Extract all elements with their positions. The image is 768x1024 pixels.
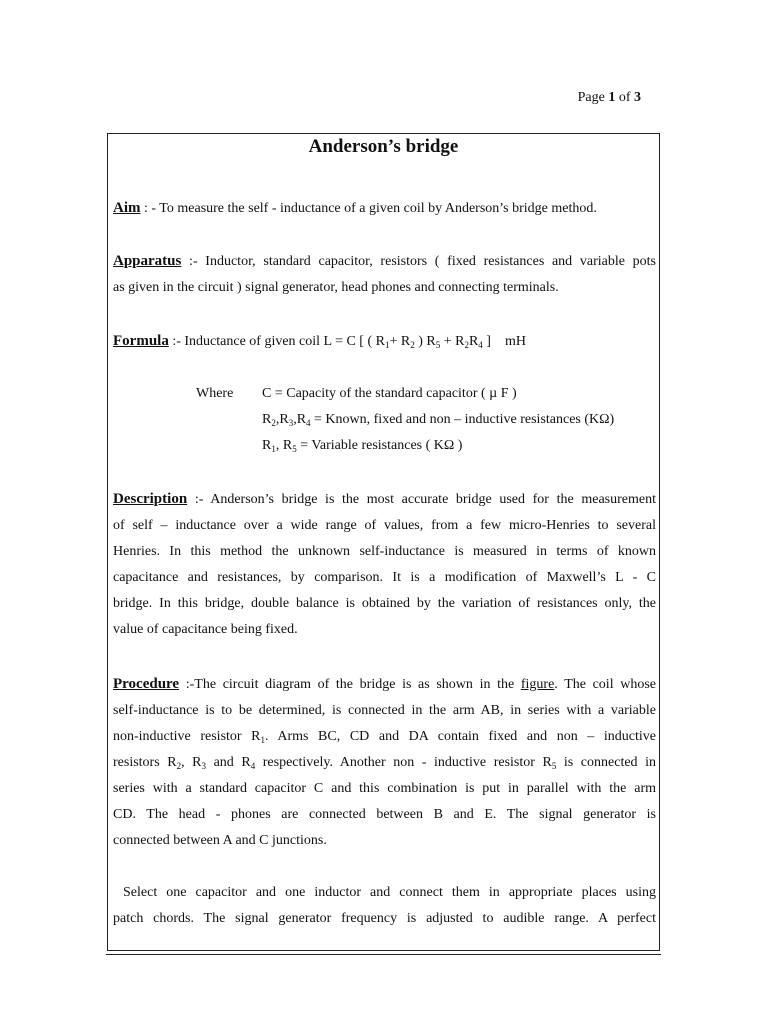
formula-line: Formula :- Inductance of given coil L = C [ ( $R_1+ R_2$ ) $R_5 + R_2R_4$ ] mH [113, 333, 526, 350]
apparatus-heading: Apparatus [113, 253, 182, 269]
aim-heading: Aim [113, 200, 141, 216]
r15-definition: $R_1$, $R_5$ = Variable resistances ( KΩ ) [262, 438, 463, 454]
aim-line [113, 199, 597, 218]
select-line-2: patch chords. The signal generator frequency is adjusted to audible range. A perfect [113, 911, 656, 926]
procedure-line-5: series with a standard capacitor C and this combination is put in parallel with the arm [113, 781, 656, 796]
procedure-line-6: CD. The head - phones are connected between B and E. The signal generator is [113, 807, 656, 822]
procedure-line-1: Procedure :-The circuit diagram of the bridge is as shown in the figure. The coil whose [113, 676, 657, 692]
procedure-line-7: connected between A and C junctions. [113, 833, 327, 848]
description-line-4: capacitance and resistances, by comparison. It is a modification of Maxwell’s L - C [113, 570, 656, 585]
procedure-line-3: non-inductive resistor $R_1$. Arms BC, CD and DA contain fixed and non – inductive [113, 729, 656, 745]
description-line-1: Description :- Anderson’s bridge is the most accurate bridge used for the measurement [113, 491, 656, 507]
document-title: Anderson’s bridge [308, 136, 459, 157]
aim-text: : - To measure the self - inductance of a given coil by Anderson’s bridge method. [140, 201, 597, 216]
description-line-2: of self – inductance over a wide range of values, from a few micro-Henries to several [113, 518, 656, 533]
formula-unit: mH [504, 334, 526, 349]
description-line-5: bridge. In this bridge, double balance is obtained by the variation of resistances only, the [113, 596, 656, 611]
select-line-1: Select one capacitor and one inductor and connect them in appropriate places using [123, 885, 656, 900]
description-line-6: value of capacitance being fixed. [113, 622, 298, 637]
description-heading: Description [113, 491, 188, 507]
procedure-line-4: resistors $R_2$, $R_3$ and $R_4$ respectively. Another non - inductive resistor $R_5$ is connected in [113, 755, 657, 771]
apparatus-line-2: as given in the circuit ) signal generator, head phones and connecting terminals. [113, 280, 559, 295]
page-number: Page 1 of 3 [577, 90, 641, 105]
r234-definition: $R_2,R_3,R_4$ = Known, fixed and non – inductive resistances (KΩ) [262, 412, 615, 428]
procedure-heading: Procedure [113, 676, 180, 692]
description-line-3: Henries. In this method the unknown self-inductance is measured in terms of known [113, 544, 656, 559]
where-label: Where [196, 386, 234, 401]
formula-heading: Formula [113, 333, 169, 349]
figure-link[interactable]: figure [520, 677, 555, 692]
procedure-line-2: self-inductance is to be determined, is connected in the arm AB, in series with a variable [113, 703, 656, 718]
c-definition: C = Capacity of the standard capacitor ( µ F ) [262, 386, 517, 401]
apparatus-line-1: Apparatus :- Inductor, standard capacitor, resistors ( fixed resistances and variable pots [113, 253, 656, 269]
